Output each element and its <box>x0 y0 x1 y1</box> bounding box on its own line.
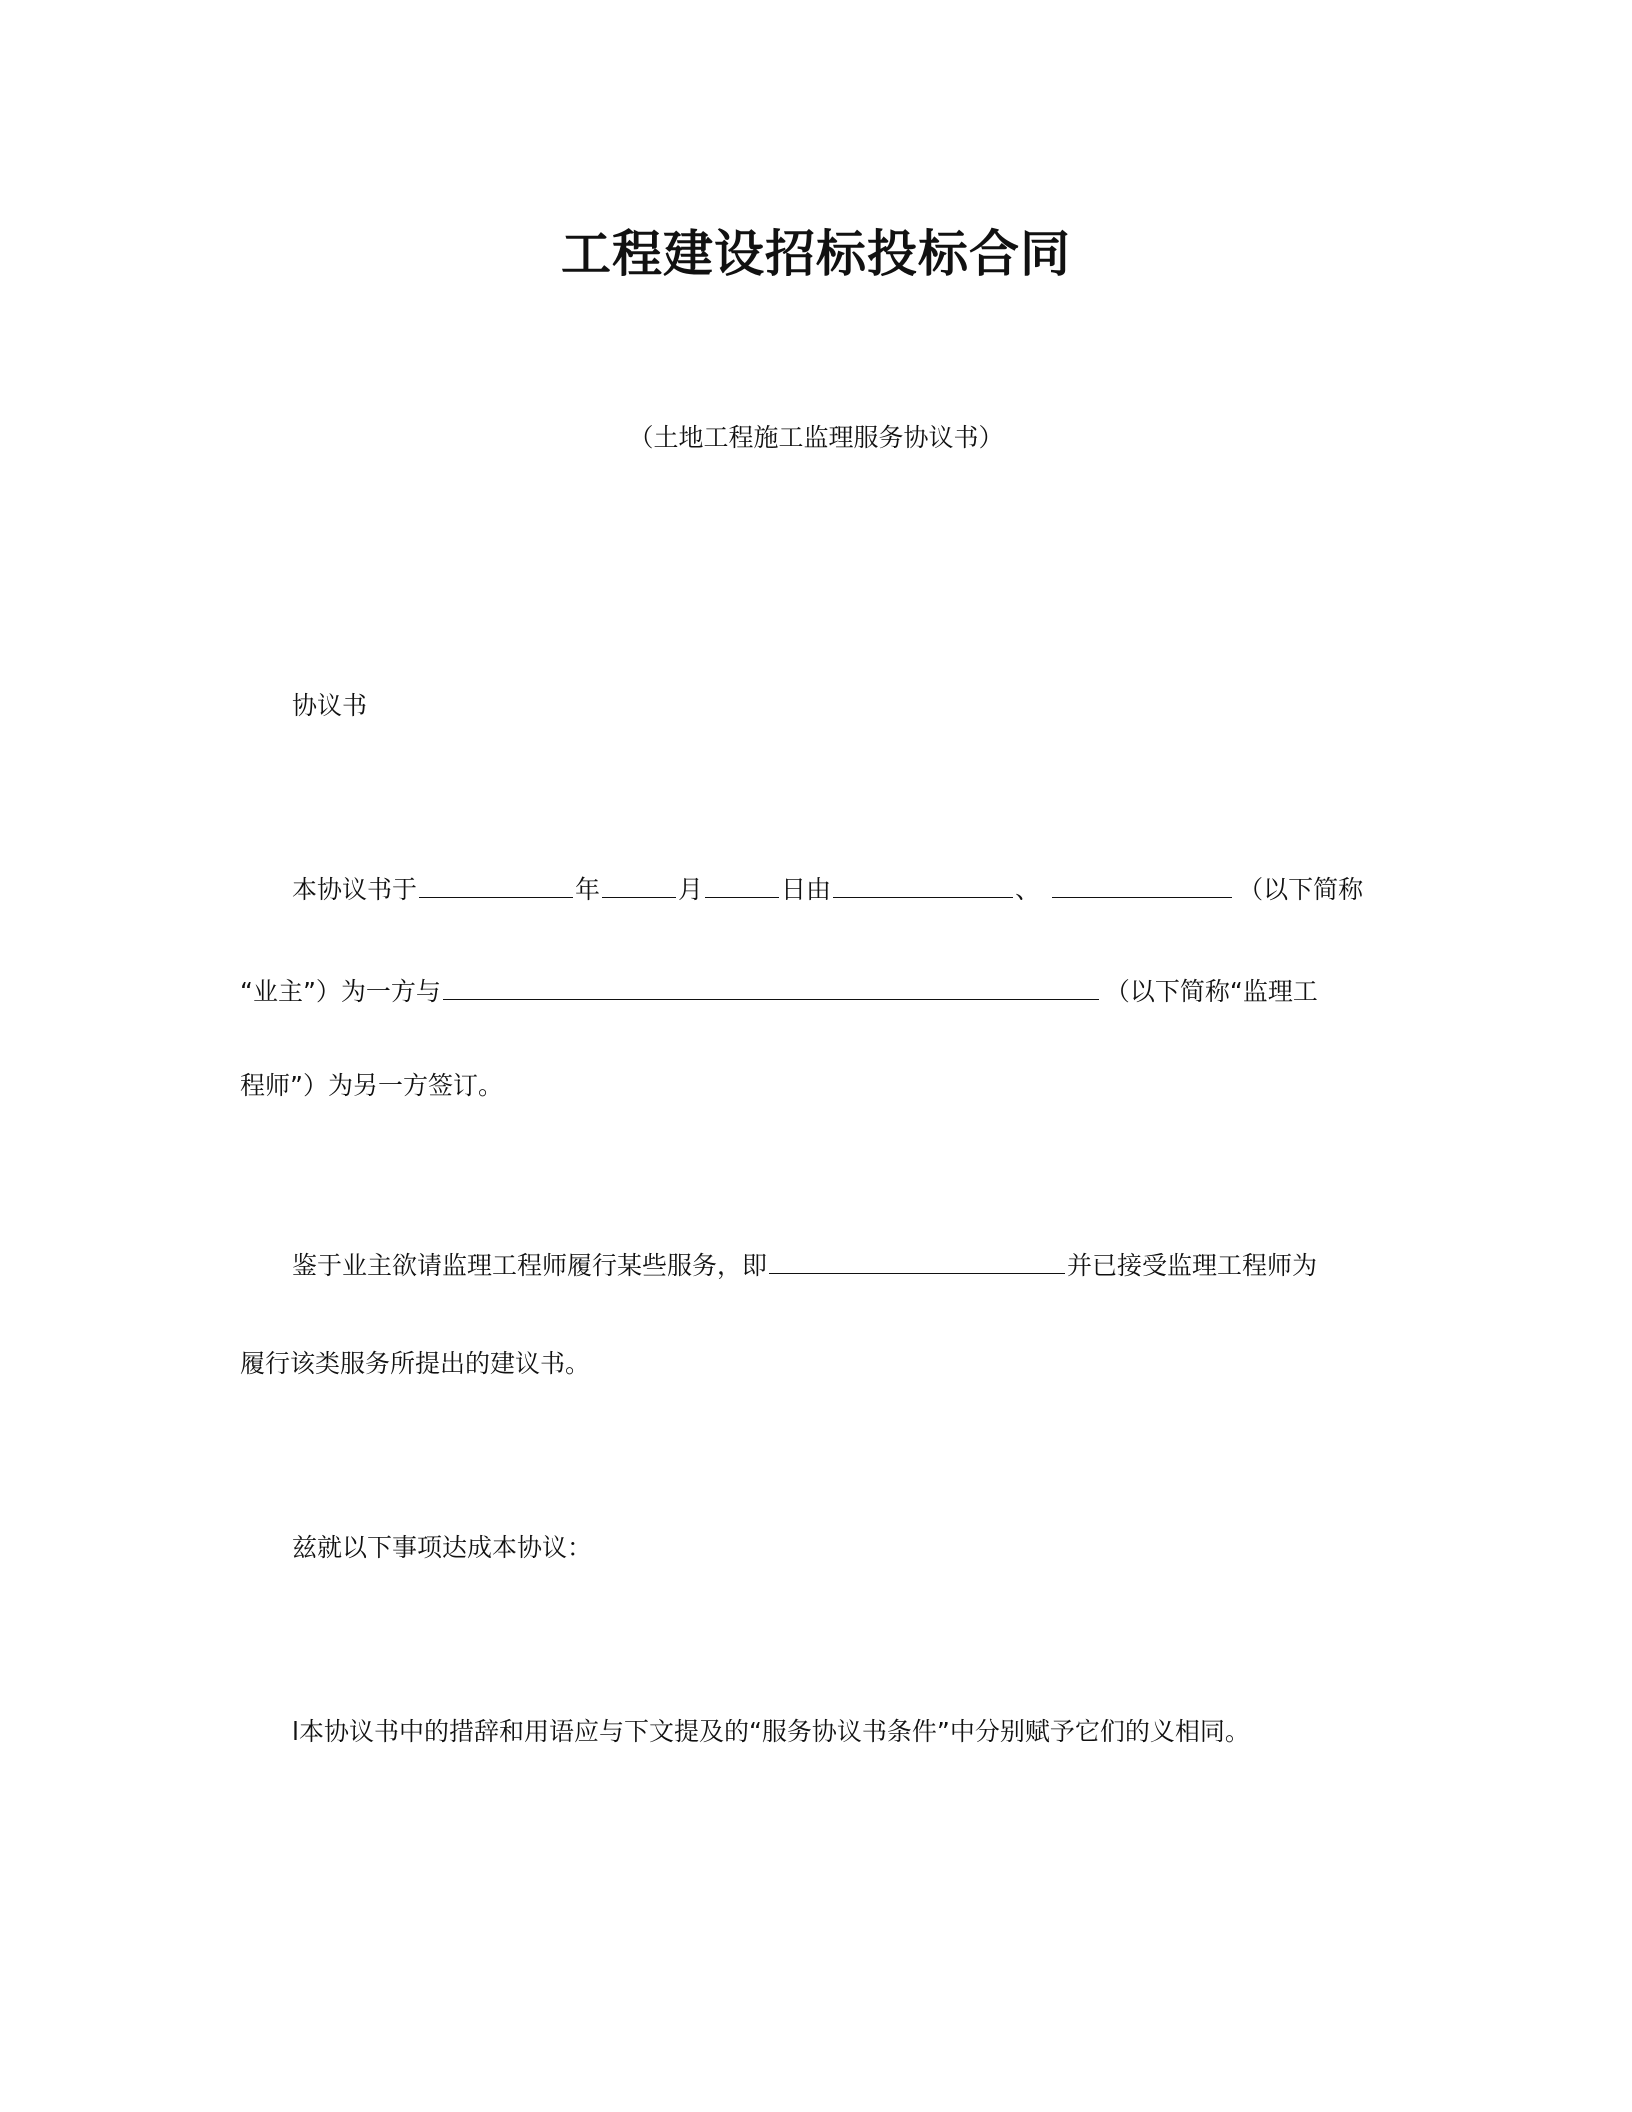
para2-line2: 履行该类服务所提出的建议书。 <box>240 1349 591 1378</box>
month-blank[interactable] <box>602 873 676 898</box>
para1-line1 <box>292 872 1363 908</box>
para4: l本协议书中的措辞和用语应与下文提及的“服务协议书条件”中分别赋予它们的义相同。 <box>292 1717 1250 1746</box>
document-title: 工程建设招标投标合同 <box>561 225 1071 283</box>
date-blank[interactable] <box>419 873 573 898</box>
document-subtitle: （土地工程施工监理服务协议书） <box>628 423 1004 452</box>
owner-label: “业主”）为一方与 <box>240 977 441 1006</box>
hereinafter-label: （以下简称 <box>1238 875 1364 904</box>
whereas-text: 鉴于业主欲请监理工程师履行某些服务，即 <box>292 1251 768 1280</box>
party-a-blank[interactable] <box>833 873 1013 898</box>
para1-line2 <box>240 974 1318 1010</box>
para1-line3: 程师”）为另一方签订。 <box>240 1071 503 1100</box>
year-label: 年 <box>575 875 601 904</box>
section-heading: 协议书 <box>292 691 368 720</box>
para2-line1 <box>292 1248 1317 1284</box>
para1-text-date-intro: 本协议书于 <box>292 875 418 904</box>
party-a2-blank[interactable] <box>1052 873 1232 898</box>
engineer-blank[interactable] <box>443 975 1099 1000</box>
engineer-hereinafter-label: （以下简称“监理工 <box>1104 977 1318 1006</box>
separator-comma: 、 <box>1015 875 1041 904</box>
services-blank[interactable] <box>769 1249 1065 1274</box>
day-blank[interactable] <box>705 873 779 898</box>
accepted-text: 并已接受监理工程师为 <box>1067 1251 1318 1280</box>
month-label: 月 <box>678 875 704 904</box>
para3: 兹就以下事项达成本协议： <box>292 1533 593 1562</box>
day-label: 日由 <box>781 875 832 904</box>
